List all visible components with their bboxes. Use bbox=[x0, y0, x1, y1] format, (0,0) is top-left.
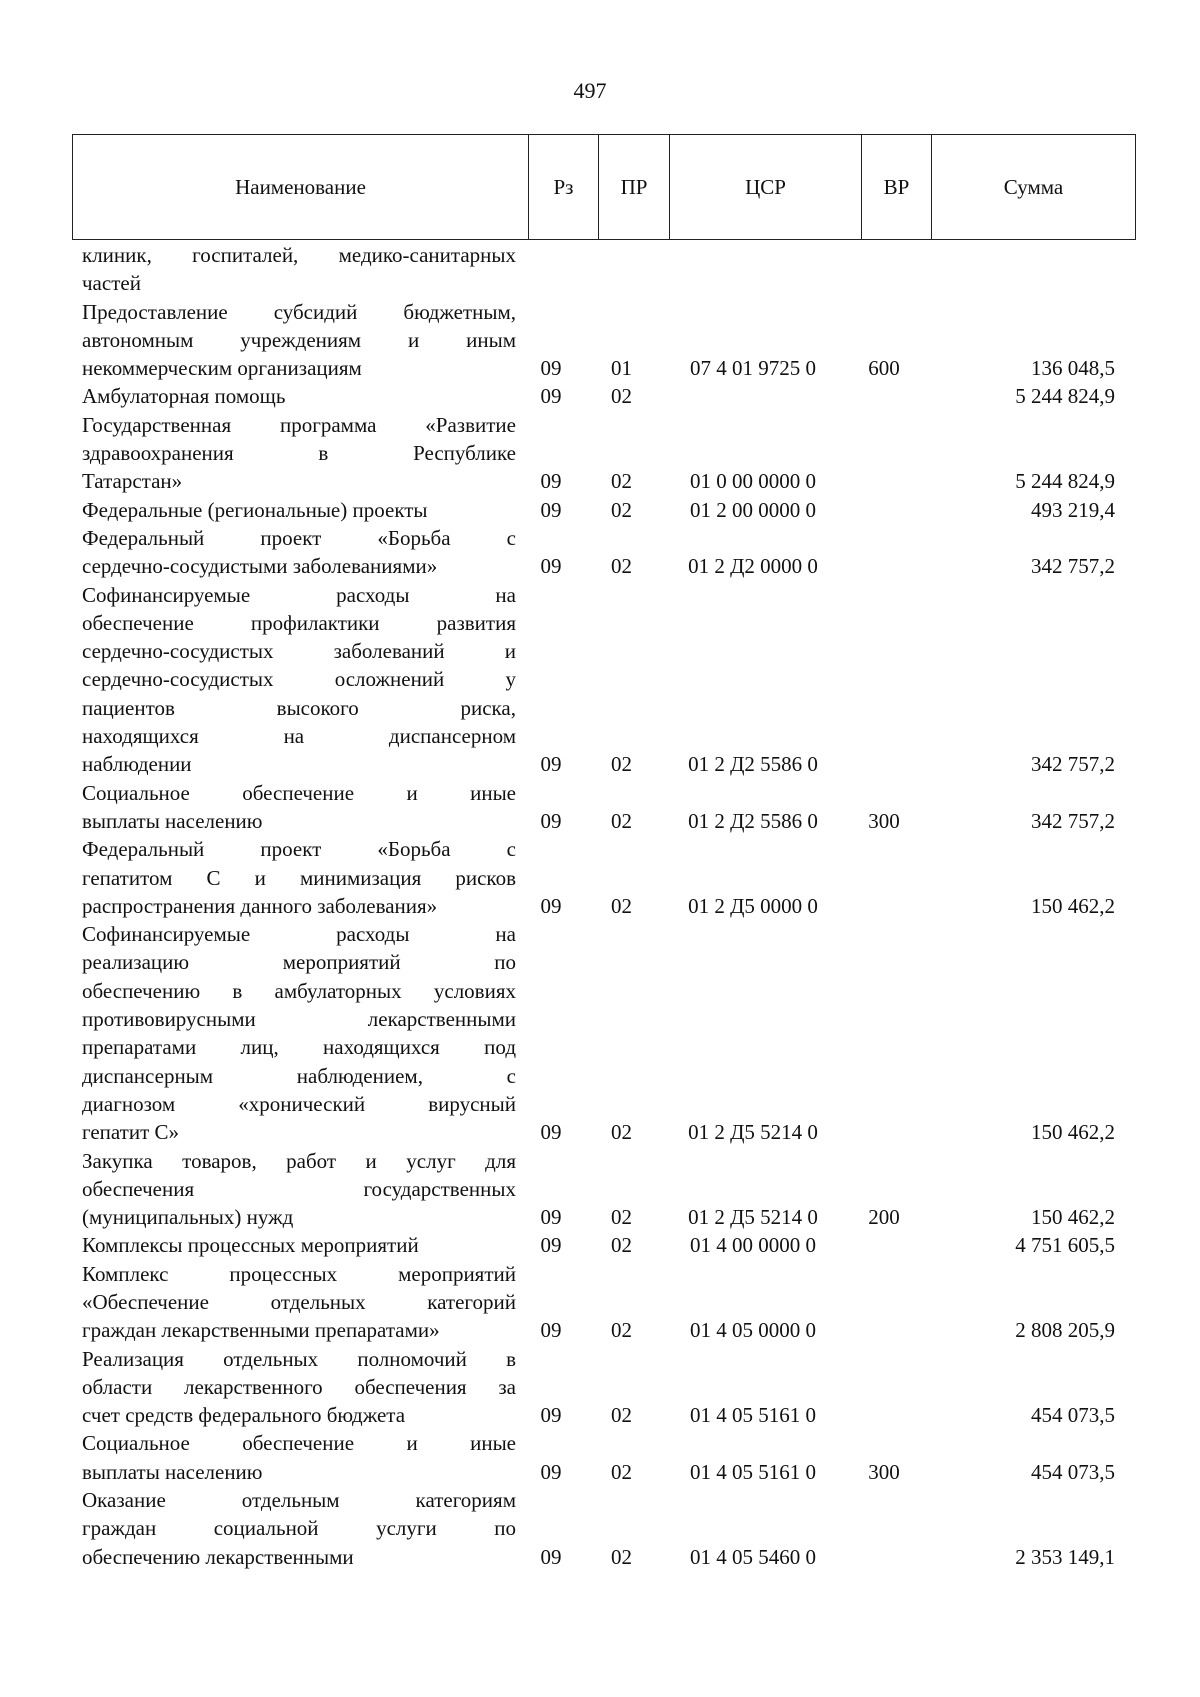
table-row bbox=[72, 779, 1135, 836]
cell-rz: 09 bbox=[540, 1403, 562, 1428]
row-name bbox=[82, 298, 516, 383]
row-name-line: клиник, госпиталей, медико-санитарных bbox=[82, 243, 516, 267]
row-name-line: Комплексы процессных мероприятий bbox=[82, 1233, 419, 1258]
row-name bbox=[82, 581, 516, 779]
row-name-line: гепатитом С и минимизация рисков bbox=[82, 865, 516, 890]
cell-sum: 454 073,5 bbox=[1031, 1459, 1115, 1484]
row-name bbox=[82, 1147, 516, 1232]
cell-csr: 01 4 05 0000 0 bbox=[690, 1318, 816, 1343]
row-name-line: Федеральный проект «Борьба с bbox=[82, 525, 516, 550]
row-name-line: некоммерческим организациям bbox=[82, 356, 362, 381]
row-name-line: Предоставление субсидий бюджетным, bbox=[82, 299, 516, 324]
cell-rz: 09 bbox=[540, 1205, 562, 1230]
row-name-line: наблюдении bbox=[82, 752, 192, 777]
row-name-line: пациентов высокого риска, bbox=[82, 695, 516, 720]
row-name-line: Комплекс процессных мероприятий bbox=[82, 1261, 516, 1286]
cell-csr: 01 0 00 0000 0 bbox=[690, 469, 816, 494]
cell-pr: 02 bbox=[611, 1544, 632, 1569]
cell-rz: 09 bbox=[540, 384, 562, 409]
table-row bbox=[72, 524, 1135, 581]
cell-csr: 01 2 Д2 5586 0 bbox=[688, 808, 818, 833]
cell-rz: 09 bbox=[540, 1459, 562, 1484]
cell-sum: 454 073,5 bbox=[1031, 1403, 1115, 1428]
cell-csr: 01 2 Д2 5586 0 bbox=[688, 752, 818, 777]
cell-csr: 01 4 05 5460 0 bbox=[690, 1544, 816, 1569]
header-vr: ВР bbox=[862, 135, 932, 240]
cell-rz: 09 bbox=[540, 469, 562, 494]
cell-rz: 09 bbox=[540, 808, 562, 833]
row-name-line: обеспечению лекарственными bbox=[82, 1544, 354, 1569]
cell-rz: 09 bbox=[540, 752, 562, 777]
row-name-line: граждан лекарственными препаратами» bbox=[82, 1318, 440, 1343]
cell-rz: 09 bbox=[540, 356, 562, 381]
table-row bbox=[72, 835, 1135, 920]
cell-pr: 02 bbox=[611, 1120, 632, 1145]
cell-pr: 02 bbox=[611, 1459, 632, 1484]
cell-pr: 02 bbox=[611, 469, 632, 494]
row-name bbox=[82, 1486, 516, 1571]
row-name-line: диагнозом «хронический вирусный bbox=[82, 1091, 516, 1116]
row-name-line: обеспечение профилактики развития bbox=[82, 610, 516, 635]
cell-csr: 01 4 00 0000 0 bbox=[690, 1233, 816, 1258]
row-name-line: граждан социальной услуги по bbox=[82, 1516, 516, 1541]
cell-csr: 01 2 00 0000 0 bbox=[690, 497, 816, 522]
row-name-line: области лекарственного обеспечения за bbox=[82, 1374, 516, 1399]
cell-csr: 07 4 01 9725 0 bbox=[690, 356, 816, 381]
row-name-line: «Обеспечение отдельных категорий bbox=[82, 1289, 516, 1314]
cell-sum: 150 462,2 bbox=[1031, 1205, 1115, 1230]
row-name bbox=[82, 524, 516, 581]
cell-sum: 4 751 605,5 bbox=[1015, 1233, 1115, 1258]
cell-vr: 300 bbox=[868, 1459, 900, 1484]
header-csr: ЦСР bbox=[670, 135, 862, 240]
table-row bbox=[72, 1147, 1135, 1232]
table-row bbox=[72, 1231, 1135, 1259]
row-name-line: гепатит С» bbox=[82, 1120, 180, 1145]
table-row bbox=[72, 1429, 1135, 1486]
cell-vr: 200 bbox=[868, 1205, 900, 1230]
row-name-line: Софинансируемые расходы на bbox=[82, 922, 516, 947]
cell-pr: 02 bbox=[611, 384, 632, 409]
cell-pr: 02 bbox=[611, 497, 632, 522]
cell-sum: 2 808 205,9 bbox=[1015, 1318, 1115, 1343]
table-row bbox=[72, 1486, 1135, 1571]
row-name-line: диспансерным наблюдением, с bbox=[82, 1063, 516, 1088]
row-name-line: обеспечению в амбулаторных условиях bbox=[82, 978, 516, 1003]
cell-csr: 01 4 05 5161 0 bbox=[690, 1459, 816, 1484]
cell-csr: 01 2 Д5 5214 0 bbox=[688, 1205, 818, 1230]
row-name-line: (муниципальных) нужд bbox=[82, 1205, 294, 1230]
row-name bbox=[82, 382, 516, 410]
row-name bbox=[82, 411, 516, 496]
row-name-line: Федеральный проект «Борьба с bbox=[82, 837, 516, 862]
page-number: 497 bbox=[573, 78, 607, 103]
table-row bbox=[72, 581, 1135, 779]
row-name bbox=[82, 1231, 516, 1259]
table-row bbox=[72, 496, 1135, 524]
table-row bbox=[72, 1345, 1135, 1430]
cell-sum: 5 244 824,9 bbox=[1015, 384, 1115, 409]
cell-pr: 02 bbox=[611, 554, 632, 579]
cell-rz: 09 bbox=[540, 1318, 562, 1343]
table-row bbox=[72, 411, 1135, 496]
header-name: Наименование bbox=[73, 135, 529, 240]
cell-pr: 02 bbox=[611, 752, 632, 777]
row-name-line: Оказание отдельным категориям bbox=[82, 1488, 516, 1513]
row-name-line: автономным учреждениям и иным bbox=[82, 327, 516, 352]
row-name bbox=[82, 1345, 516, 1430]
cell-pr: 02 bbox=[611, 808, 632, 833]
table-row bbox=[72, 241, 1135, 298]
cell-rz: 09 bbox=[540, 1120, 562, 1145]
cell-sum: 342 757,2 bbox=[1031, 554, 1115, 579]
cell-rz: 09 bbox=[540, 1544, 562, 1569]
cell-pr: 02 bbox=[611, 1233, 632, 1258]
row-name-line: Реализация отдельных полномочий в bbox=[82, 1346, 516, 1371]
row-name-line: находящихся на диспансерном bbox=[82, 724, 516, 749]
row-name-line: сердечно-сосудистыми заболеваниями» bbox=[82, 554, 438, 579]
cell-rz: 09 bbox=[540, 1233, 562, 1258]
row-name-line: Федеральные (региональные) проекты bbox=[82, 497, 428, 522]
table-row bbox=[72, 920, 1135, 1146]
cell-sum: 136 048,5 bbox=[1031, 356, 1115, 381]
row-name-line: сердечно-сосудистых осложнений у bbox=[82, 667, 516, 692]
header-pr: ПР bbox=[599, 135, 670, 240]
cell-sum: 493 219,4 bbox=[1031, 497, 1115, 522]
table-row bbox=[72, 382, 1135, 410]
cell-rz: 09 bbox=[540, 893, 562, 918]
row-name bbox=[82, 241, 516, 298]
row-name-line: Закупка товаров, работ и услуг для bbox=[82, 1148, 516, 1173]
row-name-line: Татарстан» bbox=[82, 469, 183, 494]
cell-csr: 01 2 Д5 5214 0 bbox=[688, 1120, 818, 1145]
row-name-line: препаратами лиц, находящихся под bbox=[82, 1035, 516, 1060]
cell-rz: 09 bbox=[540, 554, 562, 579]
row-name-line: сердечно-сосудистых заболеваний и bbox=[82, 639, 516, 664]
table-row bbox=[72, 1260, 1135, 1345]
header-sum: Сумма bbox=[932, 135, 1136, 240]
row-name bbox=[82, 835, 516, 920]
cell-sum: 2 353 149,1 bbox=[1015, 1544, 1115, 1569]
row-name-line: противовирусными лекарственными bbox=[82, 1007, 516, 1032]
row-name-line: Социальное обеспечение и иные bbox=[82, 780, 516, 805]
cell-csr: 01 4 05 5161 0 bbox=[690, 1403, 816, 1428]
cell-pr: 02 bbox=[611, 1205, 632, 1230]
row-name-line: распространения данного заболевания» bbox=[82, 893, 438, 918]
row-name-line: реализацию мероприятий по bbox=[82, 950, 516, 975]
cell-sum: 342 757,2 bbox=[1031, 808, 1115, 833]
row-name bbox=[82, 496, 516, 524]
row-name-line: выплаты населению bbox=[82, 808, 263, 833]
cell-vr: 600 bbox=[868, 356, 900, 381]
row-name-line: Государственная программа «Развитие bbox=[82, 412, 516, 437]
cell-sum: 5 244 824,9 bbox=[1015, 469, 1115, 494]
row-name-line: обеспечения государственных bbox=[82, 1176, 516, 1201]
row-name-line: счет средств федерального бюджета bbox=[82, 1403, 406, 1428]
cell-pr: 02 bbox=[611, 1318, 632, 1343]
row-name bbox=[82, 1260, 516, 1345]
table-row bbox=[72, 298, 1135, 383]
table-body bbox=[72, 241, 1135, 1571]
row-name bbox=[82, 920, 516, 1146]
cell-sum: 150 462,2 bbox=[1031, 1120, 1115, 1145]
row-name bbox=[82, 779, 516, 836]
row-name-line: Социальное обеспечение и иные bbox=[82, 1431, 516, 1456]
table-header bbox=[72, 134, 1136, 240]
row-name bbox=[82, 1429, 516, 1486]
cell-pr: 01 bbox=[611, 356, 632, 381]
cell-vr: 300 bbox=[868, 808, 900, 833]
row-name-line: Амбулаторная помощь bbox=[82, 384, 286, 409]
cell-pr: 02 bbox=[611, 1403, 632, 1428]
row-name-line: здравоохранения в Республике bbox=[82, 441, 516, 466]
cell-rz: 09 bbox=[540, 497, 562, 522]
row-name-line: выплаты населению bbox=[82, 1459, 263, 1484]
row-name-line: Софинансируемые расходы на bbox=[82, 582, 516, 607]
cell-csr: 01 2 Д2 0000 0 bbox=[688, 554, 818, 579]
row-name-line: частей bbox=[82, 271, 141, 296]
cell-pr: 02 bbox=[611, 893, 632, 918]
cell-sum: 150 462,2 bbox=[1031, 893, 1115, 918]
cell-sum: 342 757,2 bbox=[1031, 752, 1115, 777]
header-rz: Рз bbox=[529, 135, 599, 240]
cell-csr: 01 2 Д5 0000 0 bbox=[688, 893, 818, 918]
